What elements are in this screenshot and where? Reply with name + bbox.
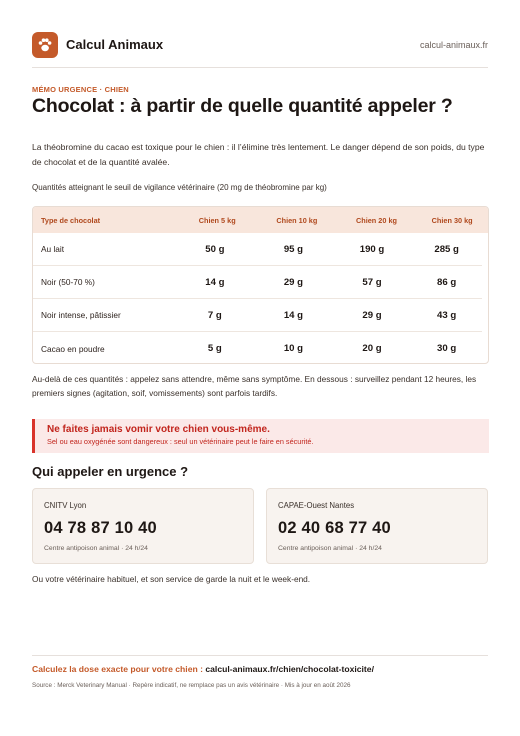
contact-desc: Centre antipoison animal · 24 h/24 (44, 545, 148, 552)
header-20kg: Chien 20 kg (356, 215, 397, 225)
header-10kg: Chien 10 kg (276, 215, 318, 225)
warning-alert (32, 419, 489, 453)
table-row (33, 332, 482, 364)
kicker: MÉMO URGENCE · CHIEN (32, 85, 129, 94)
contact-phone[interactable]: 04 78 87 10 40 (44, 519, 157, 537)
table-row (33, 299, 482, 332)
cta-label: Calculez la dose exacte pour votre chien : (32, 664, 203, 674)
page-footer (32, 655, 488, 689)
cell-value: 5 g (207, 343, 222, 354)
contact-card-nantes (266, 488, 488, 564)
brand-name: Calcul Animaux (66, 37, 164, 52)
cell-value: 95 g (283, 243, 304, 255)
cell-value: 30 g (437, 343, 457, 354)
brand[interactable] (32, 32, 163, 58)
after-table-text: Au-delà de ces quantités : appelez sans attendre, même sans symptôme. En dessous : surveillez pendant 12 heures, les premiers signes (agitation, soif, vomissements) sont parfois tardifs. (32, 374, 477, 398)
table-header (33, 207, 488, 233)
contact-card-lyon (32, 488, 254, 564)
table-row (33, 233, 482, 266)
page-title: Chocolat : à partir de quelle quantité appeler ? (32, 95, 453, 117)
cell-value: 14 g (205, 276, 225, 288)
row-label: Noir intense, pâtissier (41, 310, 121, 320)
cell-value: 285 g (434, 243, 459, 255)
cell-value: 29 g (362, 309, 382, 321)
cell-value: 29 g (283, 276, 304, 288)
cell-value: 14 g (283, 309, 304, 321)
cell-value: 43 g (437, 309, 457, 321)
header-30kg: Chien 30 kg (431, 215, 473, 225)
contact-desc: Centre antipoison animal · 24 h/24 (278, 545, 382, 552)
cell-value: 190 g (359, 243, 385, 255)
alert-subtitle: Sel ou eau oxygénée sont dangereux : seul un vétérinaire peut le faire en sécurité. (47, 437, 314, 446)
cell-value: 7 g (207, 309, 222, 321)
dose-table (32, 206, 489, 364)
contact-name: CAPAE-Ouest Nantes (278, 501, 355, 510)
page-header (32, 30, 488, 68)
row-label: Cacao en poudre (41, 343, 105, 354)
cell-value: 57 g (362, 276, 382, 288)
cta-link[interactable]: calcul-animaux.fr/chien/chocolat-toxicite/ (205, 664, 374, 674)
contacts-heading: Qui appeler en urgence ? (32, 464, 189, 479)
row-label: Au lait (41, 244, 65, 254)
site-url[interactable]: calcul-animaux.fr (419, 39, 488, 50)
table-row (33, 266, 482, 299)
cell-value: 50 g (205, 243, 225, 255)
intro-text: La théobromine du cacao est toxique pour le chien : il l’élimine très lentement. Le danger dépend de son poids, du type de chocolat et de la quantité avalée. (32, 142, 485, 167)
contact-phone[interactable]: 02 40 68 77 40 (278, 519, 391, 537)
contact-name: CNITV Lyon (44, 501, 87, 510)
header-5kg: Chien 5 kg (198, 215, 236, 225)
source-note: Source : Merck Veterinary Manual · Repère indicatif, ne remplace pas un avis vétérinaire · Mis à jour en août 2026 (32, 682, 351, 689)
cell-value: 20 g (362, 343, 382, 354)
cta-line (32, 664, 488, 674)
alert-title: Ne faites jamais vomir votre chien vous-même. (47, 424, 270, 435)
row-label: Noir (50-70 %) (41, 277, 95, 287)
vet-note: Ou votre vétérinaire habituel, et son service de garde la nuit et le week-end. (32, 574, 311, 584)
cell-value: 10 g (283, 343, 304, 354)
paw-icon (32, 32, 58, 58)
header-type: Type de chocolat (41, 215, 101, 225)
cell-value: 86 g (437, 276, 457, 288)
threshold-note: Quantités atteignant le seuil de vigilance vétérinaire (20 mg de théobromine par kg) (32, 183, 327, 192)
